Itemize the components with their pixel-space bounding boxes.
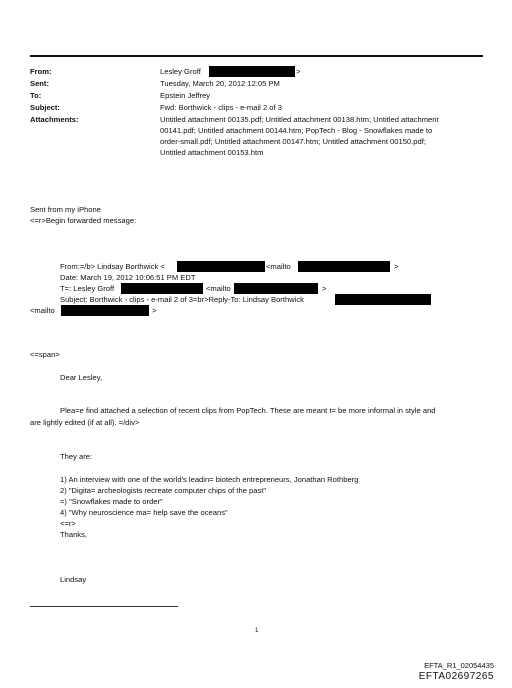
attachments-label: Attachments: [30,115,79,124]
they-are-line: They are: [60,452,93,461]
br-tag: <=r> [60,519,76,528]
span-tag: <=span> [30,350,60,359]
from-value: Lesley Groff [160,67,201,76]
thanks-line: Thanks, [60,530,88,539]
to-label: To: [30,91,42,100]
sent-from-line: Sent from my iPhone [30,205,101,214]
attachments-line: 00141.pdf; Untitled attachment 00144.htm; PopTech - Blog - Snowflakes made to [160,126,433,135]
list-item: 2) "Digita= archeologists recreate computer chips of the past" [60,486,267,495]
begin-forward-line: <=r>Begin forwarded message: [30,216,137,225]
sent-label: Sent: [30,79,49,88]
fwd-to-mailto: <mailto [206,284,231,293]
subject-label: Subject: [30,103,60,112]
list-item: 4) "Why neuroscience ma= help save the oceans" [60,508,228,517]
fwd-date: Date: March 19, 2012 10:06:51 PM EDT [60,273,196,282]
redaction-block [61,305,149,316]
paragraph-line: Plea=e find attached a selection of recent clips from PopTech. These are meant t= be more informal in style and [60,406,436,415]
fwd-from-mailto: <mailto [266,262,291,271]
fwd-to: T=: Lesley Groff [60,284,115,293]
efta-bates-number: EFTA02697265 [418,671,494,682]
attachments-line: Untitled attachment 00153.htm [160,148,264,157]
efta-small-id: EFTA_R1_02054435 [424,661,494,670]
footnote-rule [30,606,178,607]
sent-value: Tuesday, March 20, 2012 12:05 PM [160,79,280,88]
signoff: Lindsay [60,575,87,584]
redaction-block [177,261,265,272]
attachments-line: Untitled attachment 00135.pdf; Untitled attachment 00138.htm; Untitled attachment [160,115,439,124]
paragraph-line: are lightly edited (if at all). =/div> [30,418,140,427]
from-value-end: > [296,67,301,76]
subject-value: Fwd: Borthwick - clips - e-mail 2 of 3 [160,103,282,112]
list-item: =) "Snowflakes made to order" [60,497,163,506]
attachments-line: order-small.pdf; Untitled attachment 00147.htm; Untitled attachment 00150.pdf; [160,137,426,146]
fwd-from-end: > [394,262,399,271]
from-label: From: [30,67,52,76]
mailto-line: <mailto [30,306,55,315]
list-item: 1) An interview with one of the world's leadin= biotech entrepreneurs, Jonathan Rothberg [60,475,359,484]
to-value: Epstein Jeffrey [160,91,211,100]
redaction-block [234,283,318,294]
mailto-line-end: > [152,306,157,315]
greeting: Dear Lesley, [60,373,103,382]
redaction-block [121,283,203,294]
redaction-block [335,294,431,305]
header-rule [30,55,483,57]
redaction-block [209,66,295,77]
fwd-from: From:=/b> Lindsay Borthwick < [60,262,165,271]
redaction-block [298,261,390,272]
fwd-to-end: > [322,284,327,293]
fwd-subject: Subject: Borthwick - clips - e-mail 2 of 3=br>Reply-To: Lindsay Borthwick [60,295,304,304]
page-number: 1 [255,628,259,634]
